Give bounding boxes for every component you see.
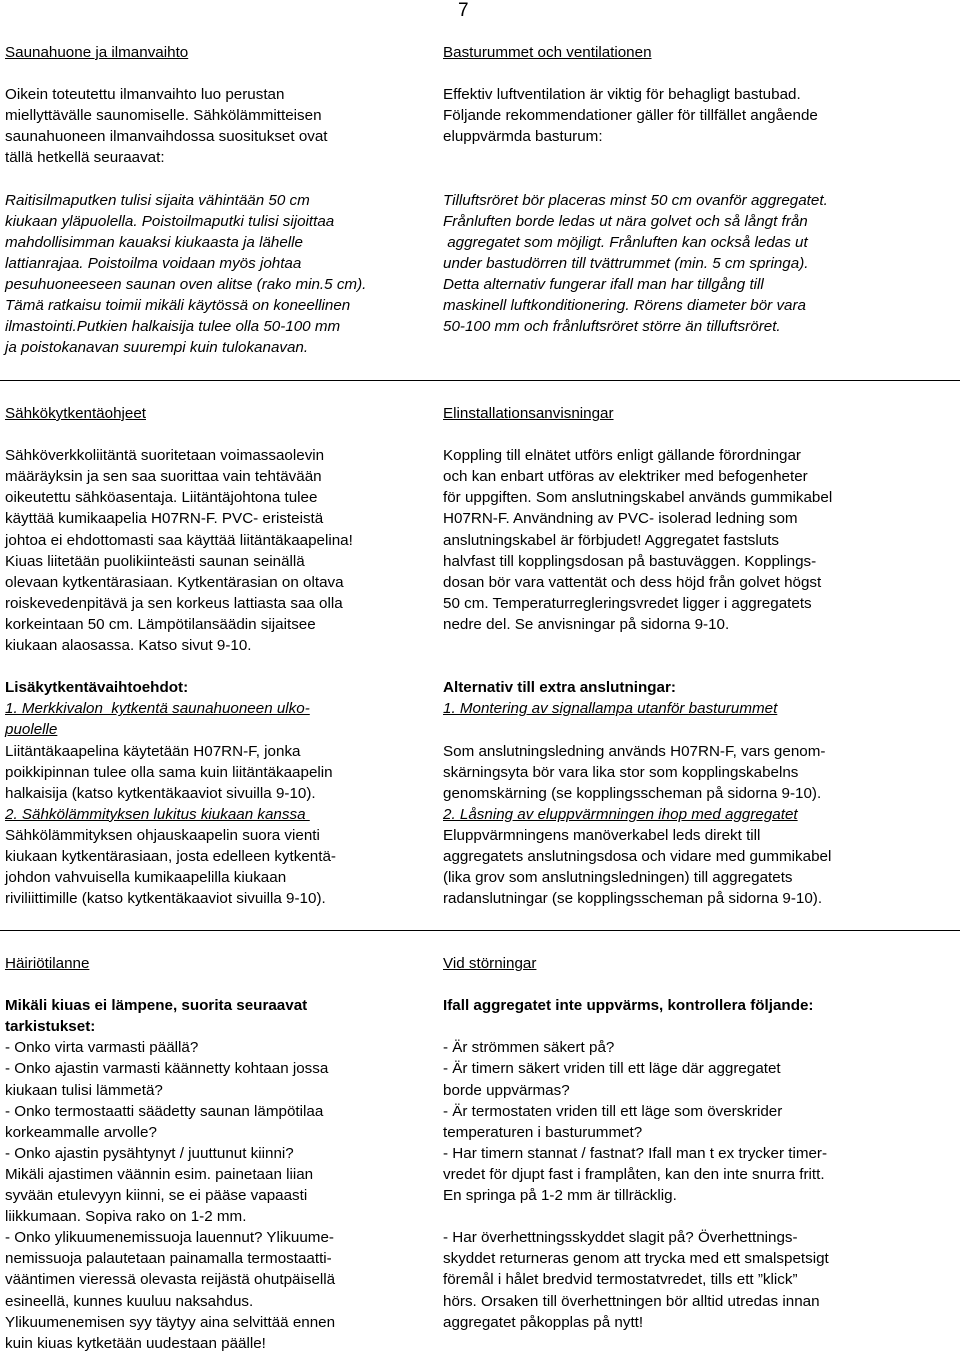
section-title: Saunahuone ja ilmanvaihto xyxy=(5,44,189,61)
paragraph-line: johtoa ei ehdottomasti saa käyttää liitäntäkaapelina! xyxy=(5,531,353,549)
list-item: esineellä, kunnes kuuluu naksahdus. xyxy=(5,1292,254,1310)
paragraph-line: aggregatets anslutningsdosa och vidare med gummikabel xyxy=(443,847,832,865)
subsection-title: Alternativ till extra anslutningar: xyxy=(443,679,676,697)
paragraph-line: Eluppvärmningens manöverkabel leds direkt till xyxy=(443,826,761,844)
paragraph-line: Följande rekommendationer gäller för tillfället angående xyxy=(443,107,818,125)
section3-fi xyxy=(5,953,445,1354)
paragraph-line: 50 cm. Temperaturregleringsvredet ligger i aggregatets xyxy=(443,594,812,612)
paragraph-line: riviliittimille (katso kytkentäkaaviot sivuilla 9-10). xyxy=(5,890,326,908)
list-item: - Är timern säkert vriden till ett läge där aggregatet xyxy=(443,1060,781,1078)
paragraph-line: mahdollisimman kauaksi kiukaasta ja lähelle xyxy=(5,233,303,251)
paragraph-line: Detta alternativ fungerar ifall man har tillgång till xyxy=(443,276,764,294)
paragraph-line: tällä hetkellä seuraavat: xyxy=(5,149,165,167)
paragraph-line: dosan bör vara vattentät och dess höjd från golvet högst xyxy=(443,573,822,591)
paragraph-line: radanslutningar (se kopplingsscheman på sidorna 9-10). xyxy=(443,890,823,908)
paragraph-line: Tämä ratkaisu toimii mikäli käytössä on koneellinen xyxy=(5,297,351,315)
paragraph-line: skärningsyta bör vara lika stor som kopplingskabelns xyxy=(443,763,799,781)
paragraph-line: maskinell luftkonditionering. Rörens diameter bör vara xyxy=(443,297,806,315)
paragraph-line: kiukaan alaosassa. Katso sivut 9-10. xyxy=(5,637,252,655)
paragraph-line: Som anslutningsledning används H07RN-F, vars genom- xyxy=(443,742,826,760)
paragraph-line: Liitäntäkaapelina käytetään H07RN-F, jonka xyxy=(5,742,301,760)
section2-sv xyxy=(443,403,958,909)
paragraph-line: aggregatet som möjligt. Frånluften kan också ledas ut xyxy=(443,233,808,251)
section-title: Vid störningar xyxy=(443,955,537,972)
option-title: puolelle xyxy=(5,721,58,739)
paragraph-line: Oikein toteutettu ilmanvaihto luo perustan xyxy=(5,86,285,104)
option-title: 2. Låsning av eluppvärmningen ihop med aggregatet xyxy=(443,805,798,823)
subsection-title: Lisäkytkentävaihtoehdot: xyxy=(5,679,189,697)
paragraph-line: och kan enbart utföras av elektriker med befogenheter xyxy=(443,468,808,486)
paragraph-line: Tilluftsröret bör placeras minst 50 cm ovanför aggregatet. xyxy=(443,191,828,209)
paragraph-line: genomskärning (se kopplingsscheman på sidorna 9-10). xyxy=(443,784,822,802)
paragraph-line: Koppling till elnätet utförs enligt gällande förordningar xyxy=(443,447,801,465)
section2-fi xyxy=(5,403,445,909)
list-item: - Har timern stannat / fastnat? Ifall man t ex trycker timer- xyxy=(443,1144,828,1162)
paragraph-line: Kiuas liitetään puolikiinteästi saunan seinällä xyxy=(5,552,305,570)
divider xyxy=(0,930,960,931)
paragraph-line: H07RN-F. Användning av PVC- isolerad ledning som xyxy=(443,510,798,528)
section-title: Häiriötilanne xyxy=(5,955,90,972)
paragraph-line: ja poistokanavan suurempi kuin tulokanavan. xyxy=(5,339,309,357)
option-title: 1. Merkkivalon kytkentä saunahuoneen ulko- xyxy=(5,700,310,718)
paragraph-line: för uppgiften. Som anslutningskabel används gummikabel xyxy=(443,489,833,507)
list-item: - Onko termostaatti säädetty saunan lämpötilaa xyxy=(5,1102,324,1120)
paragraph-line: käyttää kumikaapelia H07RN-F. PVC- eristeistä xyxy=(5,510,324,528)
list-item: - Onko ajastin pysähtynyt / juuttunut kiinni? xyxy=(5,1144,294,1162)
paragraph-line: Effektiv luftventilation är viktig för behagligt bastubad. xyxy=(443,86,801,104)
section-subtitle: Ifall aggregatet inte uppvärms, kontrollera följande: xyxy=(443,997,814,1015)
list-item: nemissuoja palautetaan painamalla termostaatti- xyxy=(5,1250,332,1268)
page-number: 7 xyxy=(458,0,469,21)
list-item: - Onko ajastin varmasti käännetty kohtaan jossa xyxy=(5,1060,329,1078)
section-subtitle: tarkistukset: xyxy=(5,1018,96,1036)
paragraph-line: halvfast till kopplingsdosan på bastuväggen. Kopplings- xyxy=(443,552,817,570)
list-item: borde uppvärmas? xyxy=(443,1081,570,1099)
section-title: Basturummet och ventilationen xyxy=(443,44,652,61)
list-item: En springa på 1-2 mm är tillräcklig. xyxy=(443,1187,677,1205)
list-item: - Är termostaten vriden till ett läge som överskrider xyxy=(443,1102,783,1120)
section1-sv xyxy=(443,42,958,337)
paragraph-line: Sähkölämmityksen ohjauskaapelin suora vienti xyxy=(5,826,320,844)
paragraph-line: korkeintaan 50 cm. Lämpötilansäädin sijaitsee xyxy=(5,615,316,633)
paragraph-line: Frånluften borde ledas ut nära golvet och så långt från xyxy=(443,212,808,230)
list-item: - Onko virta varmasti päällä? xyxy=(5,1039,199,1057)
list-item: korkeammalle arvolle? xyxy=(5,1123,157,1141)
section-title: Sähkökytkentäohjeet xyxy=(5,405,147,422)
paragraph-line: under bastudörren till tvättrummet (min. 5 cm springa). xyxy=(443,254,809,272)
paragraph-line: kiukaan yläpuolella. Poistoilmaputki tulisi sijoittaa xyxy=(5,212,335,230)
paragraph-line: anslutningskabel är förbjudet! Aggregatet fastsluts xyxy=(443,531,780,549)
list-item: temperaturen i basturummet? xyxy=(443,1123,643,1141)
paragraph-line: (lika grov som anslutningsledningen) till aggregatets xyxy=(443,869,793,887)
paragraph-line: poikkipinnan tulee olla sama kuin liitäntäkaapelin xyxy=(5,763,333,781)
section-subtitle: Mikäli kiuas ei lämpene, suorita seuraavat xyxy=(5,997,308,1015)
list-item: kiukaan tulisi lämmetä? xyxy=(5,1081,163,1099)
option-title: 2. Sähkölämmityksen lukitus kiukaan kanssa xyxy=(5,805,310,823)
list-item: syvään etulevyyn kiinni, se ei pääse vapaasti xyxy=(5,1187,308,1205)
paragraph-line: johdon vahvuisella kumikaapelilla kiukaan xyxy=(5,869,287,887)
list-item: hörs. Orsaken till överhettningen bör alltid utredas innan xyxy=(443,1292,820,1310)
paragraph-line: lattianrajaa. Poistoilma voidaan myös johtaa xyxy=(5,254,302,272)
list-item: vääntimen vieressä olevasta reijästä ohutpäisellä xyxy=(5,1271,336,1289)
section-title: Elinstallationsanvisningar xyxy=(443,405,614,422)
list-item: - Onko ylikuumenemissuoja lauennut? Ylikuume- xyxy=(5,1229,334,1247)
paragraph-line: 50-100 mm och frånluftsröret större än tilluftsröret. xyxy=(443,318,781,336)
list-item: vredet för djupt fast i framplåten, kan den inte snurra fritt. xyxy=(443,1165,825,1183)
paragraph-line: Sähköverkkoliitäntä suoritetaan voimassaolevin xyxy=(5,447,325,465)
paragraph-line: Raitisilmaputken tulisi sijaita vähintään 50 cm xyxy=(5,191,310,209)
paragraph-line: eluppvärmda basturum: xyxy=(443,128,603,146)
paragraph-line: saunahuoneen ilmanvaihdossa suositukset ovat xyxy=(5,128,328,146)
list-item: aggregatet påkopplas på nytt! xyxy=(443,1313,644,1331)
paragraph-line: nedre del. Se anvisningar på sidorna 9-10. xyxy=(443,615,730,633)
divider xyxy=(0,380,960,381)
paragraph-line: kiukaan kytkentärasiaan, josta edelleen kytkentä- xyxy=(5,847,336,865)
list-item: - Är strömmen säkert på? xyxy=(443,1039,615,1057)
section1-fi xyxy=(5,42,445,358)
paragraph-line: roiskevedenpitävä ja sen korkeus lattiasta saa olla xyxy=(5,594,343,612)
paragraph-line: pesuhuoneeseen saunan oven alitse (rako min.5 cm). xyxy=(5,276,367,294)
list-item: skyddet returneras genom att trycka med ett smalspetsigt xyxy=(443,1250,829,1268)
list-item: liikkumaan. Sopiva rako on 1-2 mm. xyxy=(5,1208,247,1226)
list-item: - Har överhettningsskyddet slagit på? Överhettnings- xyxy=(443,1229,798,1247)
paragraph-line: määräyksin ja sen saa suorittaa vain tehtävään xyxy=(5,468,322,486)
list-item: Mikäli ajastimen väännin esim. painetaan liian xyxy=(5,1165,314,1183)
paragraph-line: olevaan kytkentärasiaan. Kytkentärasian on oltava xyxy=(5,573,344,591)
list-item: föremål i hålet bredvid termostatvredet, tills ett ”klick” xyxy=(443,1271,798,1289)
paragraph-line: miellyttävälle saunomiselle. Sähkölämmitteisen xyxy=(5,107,322,125)
paragraph-line: halkaisija (katso kytkentäkaaviot sivuilla 9-10). xyxy=(5,784,316,802)
section3-sv xyxy=(443,953,958,1333)
paragraph-line: oikeutettu sähköasentaja. Liitäntäjohtona tulee xyxy=(5,489,318,507)
list-item: kuin kiuas kytketään uudestaan päälle! xyxy=(5,1334,266,1352)
option-title: 1. Montering av signallampa utanför basturummet xyxy=(443,700,778,718)
list-item: Ylikuumenemisen syy täytyy aina selvittää ennen xyxy=(5,1313,336,1331)
paragraph-line: ilmastointi.Putkien halkaisija tulee olla 50-100 mm xyxy=(5,318,341,336)
